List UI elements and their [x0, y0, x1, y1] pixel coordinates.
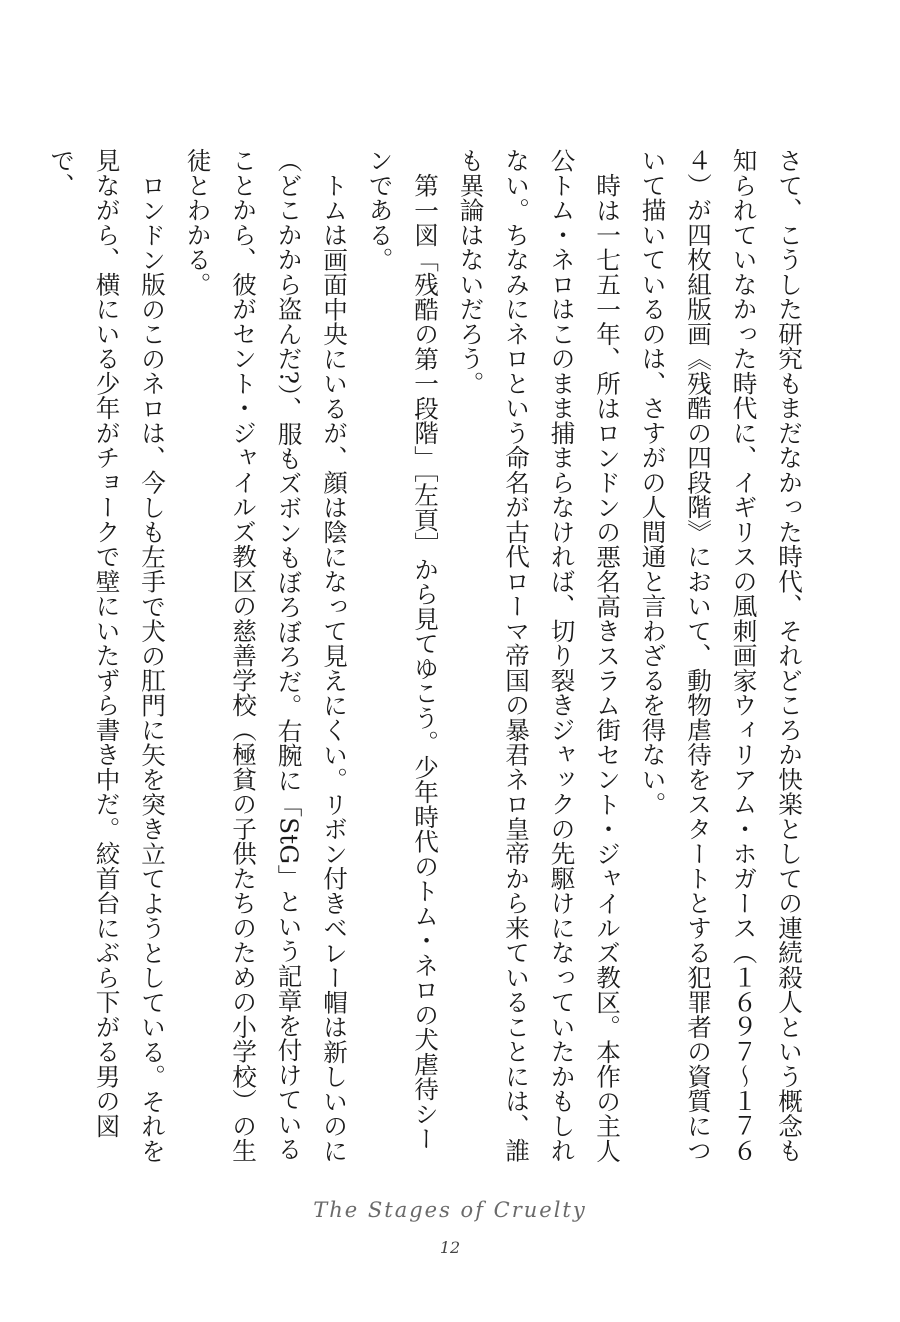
running-footer-title: The Stages of Cruelty — [313, 1198, 587, 1222]
paragraph-1: さて、こうした研究もまだなかった時代、それどころか快楽としての連続殺人という概念も知られていなかった時代に、イギリスの風刺画家ウィリアム・ホガース（１６９７〜１７６４）が四枚組版画《残酷の四段階》において、動物虐待をスタートとする犯罪者の資質について描いているのは、さすがの人間通と言わざるを得ない。 — [638, 148, 804, 1163]
page-number: 12 — [439, 1238, 461, 1257]
paragraph-3: 第一図「残酷の第一段階」［左頁］から見てゆこう。少年時代のトム・ネロの犬虐待シーンである。 — [365, 148, 440, 1151]
paragraph-4: トムは画面中央にいるが、顔は陰になって見えにくい。リボン付きベレー帽は新しいのに（どこかから盗んだ?）、服もズボンもぼろぼろだ。右腕に「StG」という記章を付けていることから、彼がセント・ジャイルズ教区の慈善学校（極貧の子供たちのための小学校）の生徒とわかる。 — [183, 148, 349, 1163]
paragraph-2: 時は一七五一年、所はロンドンの悪名高きスラム街セント・ジャイルズ教区。本作の主人公トム・ネロはこのまま捕まらなければ、切り裂きジャックの先駆けになっていたかもしれない。ちなみにネロという命名が古代ローマ帝国の暴君ネロ皇帝から来ていることには、誰も異論はないだろう。 — [456, 148, 622, 1163]
paragraph-5: ロンドン版のこのネロは、今しも左手で犬の肛門に矢を突き立てようとしている。それを見ながら、横にいる少年がチョークで壁にいたずら書き中だ。絞首台にぶら下がる男の図で、 — [47, 148, 167, 1163]
vertical-body-text — [47, 148, 812, 1173]
